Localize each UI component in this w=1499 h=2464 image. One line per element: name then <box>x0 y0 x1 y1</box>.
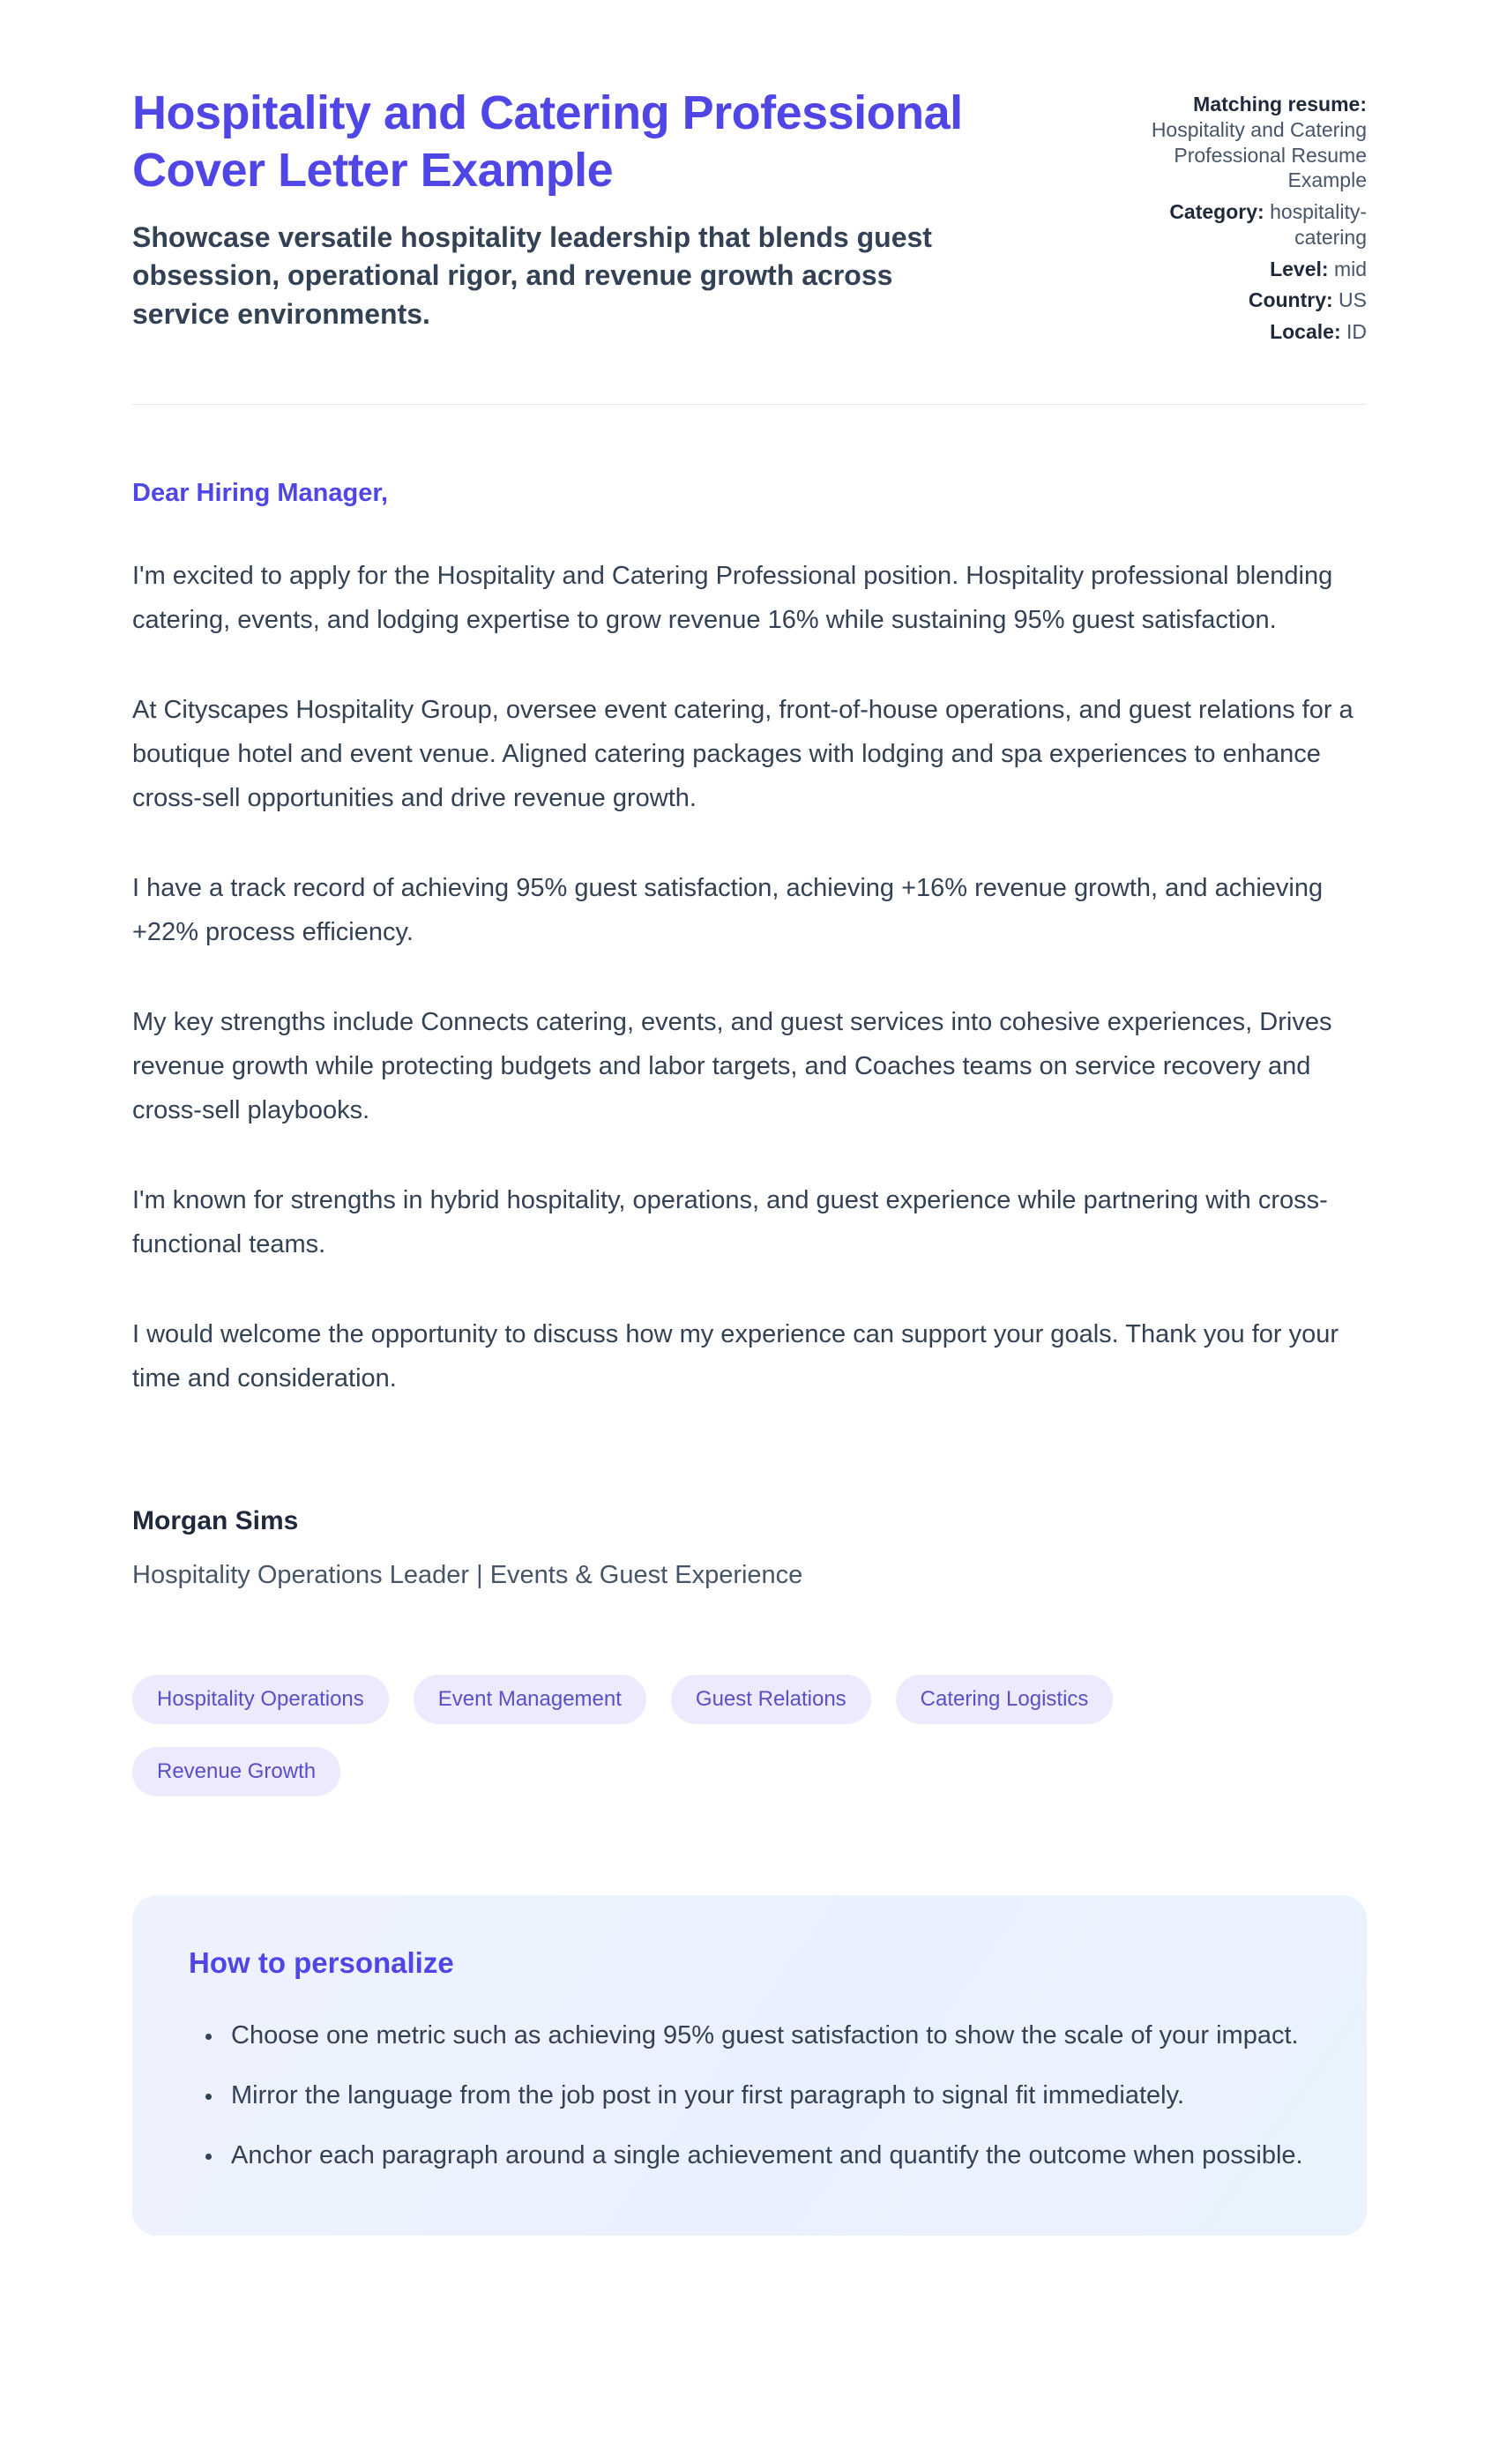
personalize-tip-1: • Choose one metric such as achieving 95% guest satisfaction to show the scale of your impact. <box>224 2013 1310 2057</box>
letter-paragraph-3: I have a track record of achieving 95% guest satisfaction, achieving +16% revenue growth, and achieving +22% process efficiency. <box>132 873 1324 946</box>
resume-meta-panel <box>1102 85 1367 351</box>
personalize-tip-list <box>189 2013 1310 2177</box>
signature-name: Morgan Sims <box>132 1505 299 1535</box>
meta-matching-resume-label: Matching resume: <box>1193 93 1367 116</box>
personalize-tip-2: • Mirror the language from the job post in your first paragraph to signal fit immediately. <box>224 2073 1310 2117</box>
personalize-title: How to personalize <box>189 1945 454 1979</box>
personalize-box <box>132 1895 1367 2236</box>
meta-locale-label: Locale: <box>1270 320 1341 343</box>
header <box>132 85 1367 351</box>
meta-category <box>1102 199 1367 250</box>
meta-level-label: Level: <box>1270 257 1329 280</box>
meta-matching-resume <box>1102 92 1367 193</box>
meta-country <box>1102 287 1367 313</box>
tag-guest-relations: Guest Relations <box>671 1675 871 1724</box>
page-subtitle: Showcase versatile hospitality leadership that blends guest obsession, operational rigor, and revenue growth across service environments. <box>132 220 932 330</box>
page-title: Hospitality and Catering Professional Cover Letter Example <box>132 86 963 197</box>
letter-paragraph-6: I would welcome the opportunity to discuss how my experience can support your goals. Thank you for your time and consideration. <box>132 1319 1339 1393</box>
tag-list <box>132 1675 1190 1796</box>
meta-category-label: Category: <box>1169 200 1264 223</box>
tag-revenue-growth: Revenue Growth <box>132 1747 340 1796</box>
salutation: Dear Hiring Manager, <box>132 478 389 507</box>
meta-matching-resume-value: Hospitality and Catering Professional Resume Example <box>1151 117 1367 192</box>
cover-letter-body <box>132 479 1367 2236</box>
tag-hospitality-operations: Hospitality Operations <box>132 1675 389 1724</box>
meta-country-value: US <box>1339 288 1367 312</box>
tag-catering-logistics: Catering Logistics <box>896 1675 1114 1724</box>
signature-role: Hospitality Operations Leader | Events & Guest Experience <box>132 1560 803 1589</box>
header-divider <box>132 404 1367 405</box>
meta-country-label: Country: <box>1248 288 1333 312</box>
meta-level <box>1102 257 1367 282</box>
letter-paragraph-4: My key strengths include Connects catering, events, and guest services into cohesive experiences, Drives revenue growth while protecting budgets and labor targets, and Coaches teams on service recovery and cross-sell playbooks. <box>132 1007 1332 1124</box>
meta-locale <box>1102 319 1367 345</box>
letter-paragraph-2: At Cityscapes Hospitality Group, oversee event catering, front-of-house operations, and guest relations for a boutique hotel and event venue. Aligned catering packages with lodging and spa experiences to enhance cross-sell opportunities and drive revenue growth. <box>132 695 1354 812</box>
letter-paragraph-5: I'm known for strengths in hybrid hospitality, operations, and guest experience while partnering with cross-functional teams. <box>132 1185 1328 1258</box>
personalize-tip-3: • Anchor each paragraph around a single achievement and quantify the outcome when possible. <box>224 2133 1310 2177</box>
meta-category-value: hospitality-catering <box>1270 200 1367 249</box>
tag-event-management: Event Management <box>414 1675 646 1724</box>
meta-level-value: mid <box>1333 257 1367 280</box>
signature-block <box>132 1506 1367 1590</box>
letter-paragraph-1: I'm excited to apply for the Hospitality and Catering Professional position. Hospitality professional blending catering, events, and lodging expertise to grow revenue 16% while sustaining 95% guest satisfaction. <box>132 561 1333 634</box>
meta-locale-value: ID <box>1346 320 1367 343</box>
header-title-block <box>132 85 970 333</box>
